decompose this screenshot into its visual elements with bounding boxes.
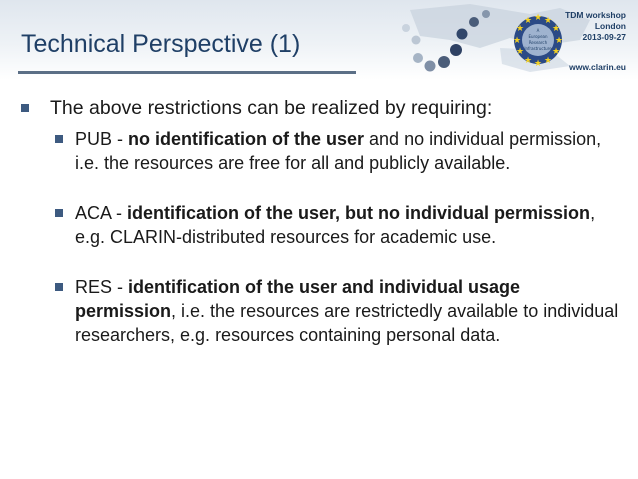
- network-dot: [457, 29, 468, 40]
- svg-text:Infrastructure: Infrastructure: [524, 46, 552, 51]
- aca-rest: , e.g. CLARIN-distributed resources for academic use.: [75, 203, 596, 247]
- res-rest: , i.e. the resources are restrictedly available to individual researchers, e.g. resources containing personal data.: [75, 301, 619, 345]
- workshop-location: London: [594, 21, 626, 31]
- title-underline: [18, 71, 356, 74]
- res-code: RES -: [75, 277, 129, 297]
- network-dot: [482, 10, 490, 18]
- pub-code: PUB -: [75, 129, 129, 149]
- svg-text:Research: Research: [528, 40, 548, 45]
- res-bold: identification of the user and individual usage permission: [75, 277, 521, 321]
- svg-text:★: ★: [543, 56, 553, 66]
- network-dot: [413, 53, 423, 63]
- svg-text:★: ★: [523, 16, 533, 26]
- pub-bold: no identification of the user: [128, 129, 365, 149]
- bullet-aca: [75, 201, 620, 249]
- svg-text:★: ★: [533, 59, 543, 69]
- pub-rest: and no individual permission, i.e. the resources are free for all and publicly available.: [75, 129, 602, 173]
- network-dot: [469, 17, 479, 27]
- svg-text:★: ★: [551, 24, 561, 34]
- bullet-res: [75, 275, 620, 347]
- network-dot: [402, 24, 410, 32]
- svg-text:★: ★: [512, 36, 522, 46]
- aca-bold: identification of the user, but no individual permission: [127, 203, 591, 223]
- workshop-info: [565, 10, 626, 43]
- website-link[interactable]: www.clarin.eu: [569, 62, 626, 72]
- svg-text:★: ★: [533, 13, 543, 23]
- svg-text:A: A: [536, 28, 540, 33]
- aca-code: ACA -: [75, 203, 128, 223]
- bullet-square-icon: [21, 104, 29, 112]
- network-dot: [412, 36, 421, 45]
- svg-text:★: ★: [554, 36, 564, 46]
- svg-text:★: ★: [515, 47, 525, 57]
- svg-text:★: ★: [515, 24, 525, 34]
- svg-text:★: ★: [543, 16, 553, 26]
- svg-text:★: ★: [551, 47, 561, 57]
- page-title: Technical Perspective (1): [21, 30, 301, 58]
- network-dot: [450, 44, 462, 56]
- workshop-name: TDM workshop: [565, 10, 626, 20]
- bullet-square-icon: [55, 283, 63, 291]
- svg-text:★: ★: [523, 56, 533, 66]
- svg-text:European: European: [528, 34, 548, 39]
- workshop-date: 2013-09-27: [582, 32, 626, 42]
- bullet-square-icon: [55, 135, 63, 143]
- network-dot: [425, 61, 436, 72]
- bullet-pub: [75, 127, 620, 175]
- network-dot: [438, 56, 450, 68]
- bullet-square-icon: [55, 209, 63, 217]
- main-bullet-text: The above restrictions can be realized by requiring:: [50, 97, 493, 119]
